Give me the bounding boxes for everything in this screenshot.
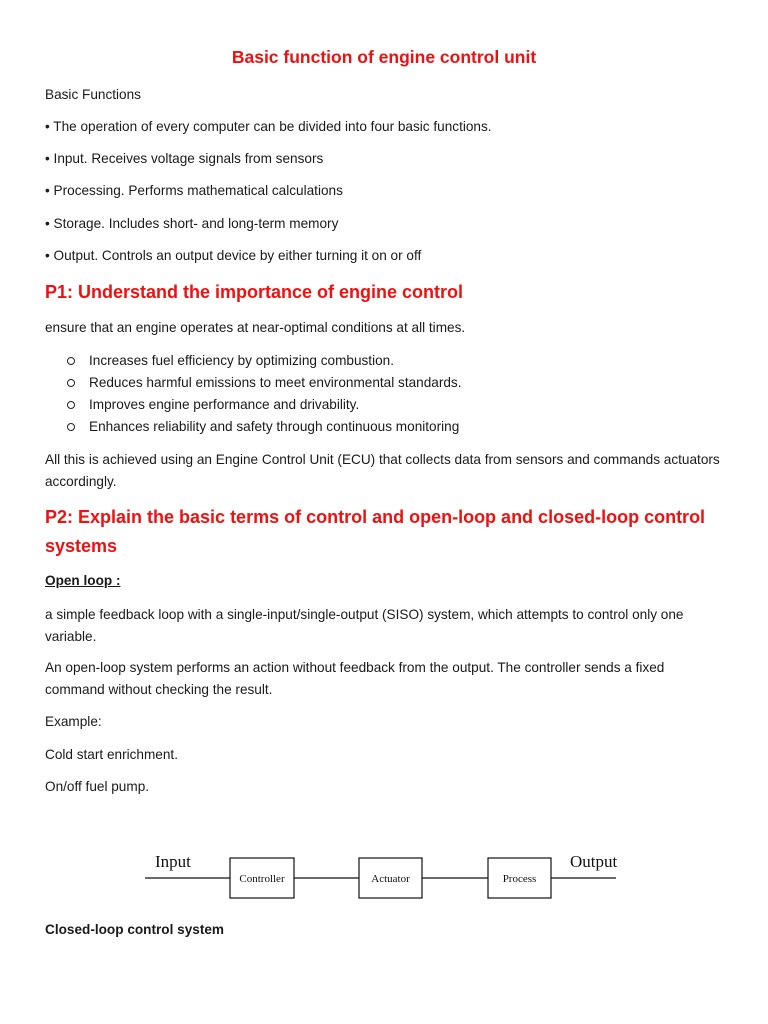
p1-summary: All this is achieved using an Engine Control Unit (ECU) that collects data from sensors and commands actuators accordingly. — [45, 452, 720, 489]
p1-heading: P1: Understand the importance of engine control — [45, 282, 464, 302]
basic-function-item: • Input. Receives voltage signals from sensors — [45, 151, 324, 166]
diagram-output-label: Output — [570, 852, 618, 871]
p2-heading: P2: Explain the basic terms of control and open-loop and closed-loop control systems — [45, 507, 706, 556]
basic-function-item: • Storage. Includes short- and long-term memory — [45, 216, 339, 231]
p1-bullet — [45, 416, 459, 438]
circle-bullet-icon — [67, 357, 75, 365]
open-loop-description: An open-loop system performs an action without feedback from the output. The controller sends a fixed command without checking the result. — [45, 660, 665, 697]
basic-function-item: • Processing. Performs mathematical calculations — [45, 183, 343, 198]
circle-bullet-icon — [67, 379, 75, 387]
p1-intro: ensure that an engine operates at near-optimal conditions at all times. — [45, 320, 466, 335]
example-label: Example: — [45, 714, 102, 729]
diagram-input-label: Input — [155, 852, 191, 871]
p1-bullet-text: Enhances reliability and safety through continuous monitoring — [89, 419, 460, 434]
p1-bullet-text: Reduces harmful emissions to meet environmental standards. — [89, 375, 462, 390]
basic-function-item: • Output. Controls an output device by either turning it on or off — [45, 248, 422, 263]
example-item: Cold start enrichment. — [45, 747, 178, 762]
example-item: On/off fuel pump. — [45, 779, 150, 794]
controller-block-label: Controller — [239, 873, 285, 885]
document-title: Basic function of engine control unit — [231, 47, 537, 67]
basic-function-item: • The operation of every computer can be divided into four basic functions. — [45, 119, 492, 134]
actuator-block-label: Actuator — [371, 873, 410, 885]
basic-functions-heading: Basic Functions — [45, 87, 141, 102]
p1-bullet-text: Improves engine performance and drivability. — [89, 397, 360, 412]
circle-bullet-icon — [67, 423, 75, 431]
p1-bullet-text: Increases fuel efficiency by optimizing combustion. — [89, 353, 395, 368]
open-loop-label: Open loop : — [45, 573, 121, 588]
p1-bullet — [45, 372, 462, 394]
closed-loop-label: Closed-loop control system — [45, 922, 225, 937]
open-loop-diagram — [140, 845, 630, 905]
p1-bullet — [45, 394, 359, 416]
open-loop-definition: a simple feedback loop with a single-input/single-output (SISO) system, which attempts to control only one variable. — [45, 607, 684, 644]
process-block-label: Process — [502, 873, 537, 885]
circle-bullet-icon — [67, 401, 75, 409]
p1-bullet — [45, 350, 394, 372]
